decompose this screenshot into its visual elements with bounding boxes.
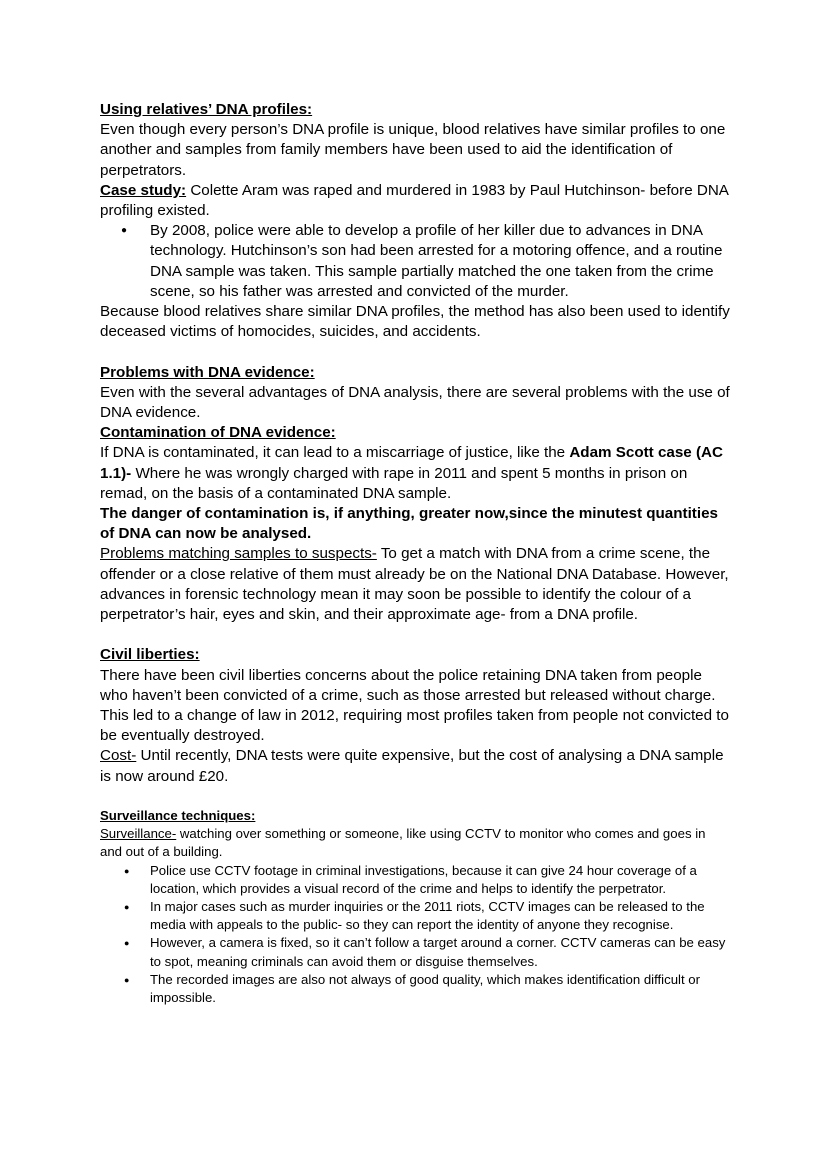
paragraph: Even with the several advantages of DNA analysis, there are several problems with the use of DNA evidence. xyxy=(100,383,730,422)
section-heading: Surveillance techniques: xyxy=(100,808,256,824)
paragraph: There have been civil liberties concerns about the police retaining DNA taken from people who haven’t been convicted of a crime, such as those arrested but released without charge. This led to a change of law in 2012, requiring most profiles taken from people not convicted to be eventually destroyed. xyxy=(100,666,729,745)
term-label: Surveillance- xyxy=(100,826,177,842)
text-run: If DNA is contaminated, it can lead to a miscarriage of justice, like the xyxy=(100,444,570,462)
section-heading: Problems with DNA evidence: xyxy=(100,363,315,381)
list-item: ● However, a camera is fixed, so it can’t follow a target around a corner. CCTV cameras can be easy to spot, meaning criminals can avoid them or disguise themselves. xyxy=(100,934,730,970)
text-run: watching over something or someone, like using CCTV to monitor who comes and goes in and out of a building. xyxy=(100,826,706,860)
section-problems xyxy=(100,363,730,626)
paragraph xyxy=(100,544,730,625)
term-label: Problems matching samples to suspects- xyxy=(100,545,377,563)
paragraph xyxy=(100,746,730,786)
section-surveillance xyxy=(100,807,730,1007)
subsection-heading: Contamination of DNA evidence: xyxy=(100,424,336,442)
spacer xyxy=(100,342,730,362)
section-heading: Using relatives’ DNA profiles: xyxy=(100,101,313,118)
case-study-label: Case study: xyxy=(100,181,187,199)
spacer xyxy=(100,787,730,807)
paragraph xyxy=(100,443,730,504)
document-page xyxy=(100,100,730,1007)
list-item: ● The recorded images are also not always of good quality, which makes identification difficult or impossible. xyxy=(100,971,730,1007)
spacer xyxy=(100,625,730,645)
section-heading: Civil liberties: xyxy=(100,646,200,664)
text-run: Where he was wrongly charged with rape in 2011 and spent 5 months in prison on remad, on the basis of a contaminated DNA sample. xyxy=(100,464,688,502)
case-reference: Adam Scott case (AC 1.1)- xyxy=(100,444,723,482)
paragraph: Because blood relatives share similar DNA profiles, the method has also been used to identify deceased victims of homocides, suicides, and accidents. xyxy=(100,303,730,341)
text-run: Until recently, DNA tests were quite expensive, but the cost of analysing a DNA sample is now around £20. xyxy=(100,747,724,785)
section-civil-liberties xyxy=(100,645,730,786)
emphasis-paragraph: The danger of contamination is, if anything, greater now,since the minutest quantities of DNA can now be analysed. xyxy=(100,505,718,543)
bullet-list xyxy=(100,862,730,1008)
list-item: ● Police use CCTV footage in criminal investigations, because it can give 24 hour coverage of a location, which provides a visual record of the crime and helps to identify the perpetrator. xyxy=(100,862,730,898)
list-item: ● In major cases such as murder inquiries or the 2011 riots, CCTV images can be released to the media with appeals to the public- so they can report the identity of anyone they recognise. xyxy=(100,898,730,934)
paragraph: Even though every person’s DNA profile is unique, blood relatives have similar profiles to one another and samples from family members have been used to aid the identification of perpetrators. xyxy=(100,121,726,179)
list-item: ● By 2008, police were able to develop a profile of her killer due to advances in DNA technology. Hutchinson’s son had been arrested for a motoring offence, and a routine DNA sample was taken. This sample partially matched the one taken from the crime scene, so his father was arrested and convicted of the murder. xyxy=(100,221,730,302)
paragraph xyxy=(100,825,730,861)
bullet-list xyxy=(100,221,730,302)
text-run: To get a match with DNA from a crime scene, the offender or a close relative of them must already be on the National DNA Database. However, advances in forensic technology mean it may soon be possible to identify the colour of a perpetrator’s hair, eyes and skin, and their approximate age- from a DNA profile. xyxy=(100,545,729,624)
section-relatives-dna xyxy=(100,100,730,342)
case-study-text: Colette Aram was raped and murdered in 1983 by Paul Hutchinson- before DNA profiling existed. xyxy=(100,181,729,220)
term-label: Cost- xyxy=(100,747,137,765)
case-study-paragraph xyxy=(100,181,730,221)
